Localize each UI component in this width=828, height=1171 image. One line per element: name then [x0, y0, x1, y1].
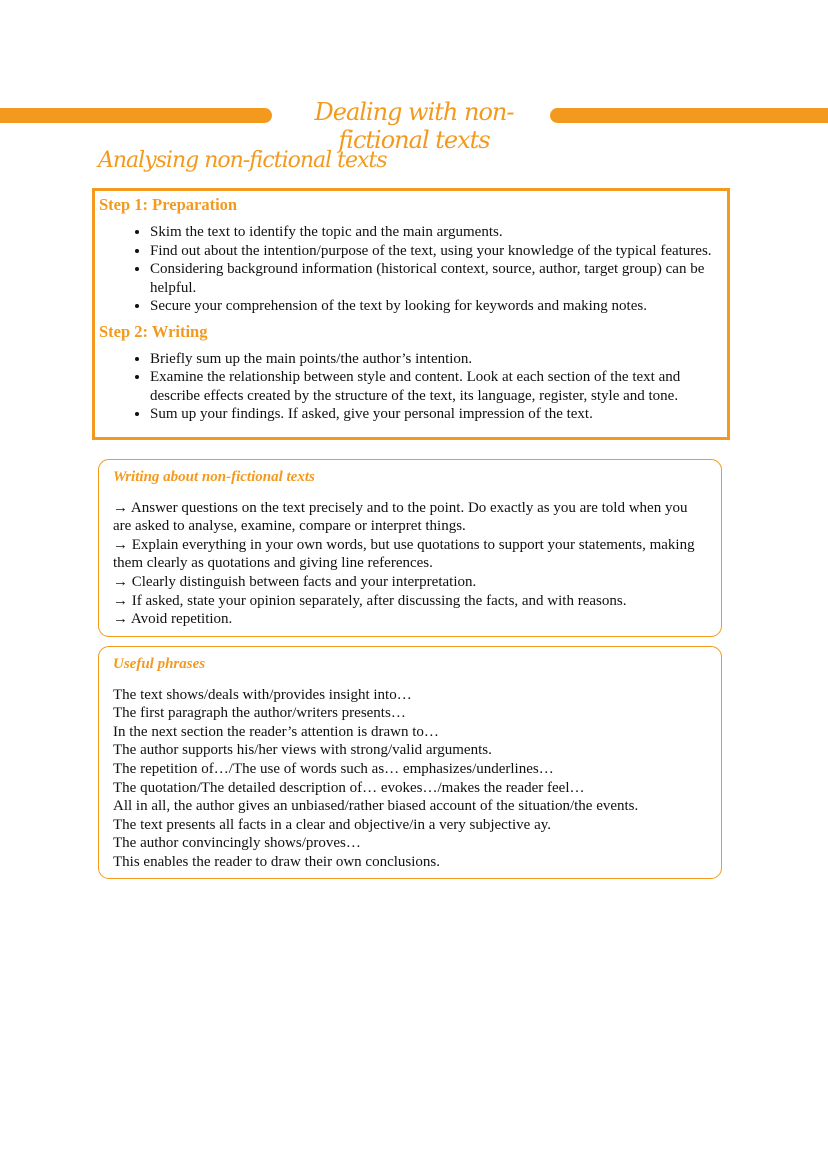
list-item: • Considering background information (historical context, source, author, target group) can be helpful. — [150, 260, 727, 297]
writing-tips-box — [98, 459, 722, 637]
tip: → Explain everything in your own words, but use quotations to support your statements, making them clearly as quotations and giving line references. — [113, 536, 695, 572]
steps-box — [92, 188, 730, 440]
step1-heading: Step 1: Preparation — [99, 195, 238, 214]
phrase: All in all, the author gives an unbiased/rather biased account of the situation/the events. — [113, 798, 639, 815]
phrase: The repetition of…/The use of words such as… emphasizes/underlines… — [113, 760, 554, 777]
phrase: This enables the reader to draw their own conclusions. — [113, 853, 440, 870]
phrase: The text presents all facts in a clear and objective/in a very subjective ay. — [113, 816, 552, 833]
useful-phrases-box — [98, 646, 722, 879]
phrase: The author supports his/her views with strong/valid arguments. — [113, 742, 492, 759]
list-item: • Secure your comprehension of the text by looking for keywords and making notes. — [150, 297, 727, 316]
section-title: Analysing non-fictional texts — [98, 148, 387, 173]
step2-list — [95, 350, 727, 424]
phrase: In the next section the reader’s attention is drawn to… — [113, 723, 439, 740]
list-item: • Sum up your findings. If asked, give your personal impression of the text. — [150, 405, 727, 424]
phrase: The quotation/The detailed description of… evokes…/makes the reader feel… — [113, 779, 585, 796]
useful-phrases-heading: Useful phrases — [113, 656, 206, 672]
step2-heading: Step 2: Writing — [99, 321, 208, 341]
list-item: • Find out about the intention/purpose of the text, using your knowledge of the typical features. — [150, 242, 727, 261]
phrase: The text shows/deals with/provides insight into… — [113, 686, 412, 703]
tip: → Avoid repetition. — [113, 611, 233, 628]
phrase: The first paragraph the author/writers presents… — [113, 705, 406, 722]
tip: → If asked, state your opinion separately, after discussing the facts, and with reasons. — [113, 592, 627, 609]
list-item: • Briefly sum up the main points/the author’s intention. — [150, 350, 727, 369]
phrase: The author convincingly shows/proves… — [113, 835, 361, 852]
banner-bar-left — [0, 108, 272, 123]
tip: → Answer questions on the text precisely and to the point. Do exactly as you are told when you are asked to analyse, examine, compare or interpret things. — [113, 499, 688, 535]
writing-tips-heading: Writing about non-fictional texts — [113, 469, 315, 485]
list-item: • Examine the relationship between style and content. Look at each section of the text and describe effects created by the structure of the text, its language, register, style and tone. — [150, 368, 727, 405]
step1-list — [95, 223, 727, 316]
tip: → Clearly distinguish between facts and your interpretation. — [113, 573, 477, 590]
list-item: • Skim the text to identify the topic and the main arguments. — [150, 223, 727, 242]
banner-title: Dealing with non-fictional texts — [314, 98, 514, 154]
banner-bar-right — [550, 108, 828, 123]
